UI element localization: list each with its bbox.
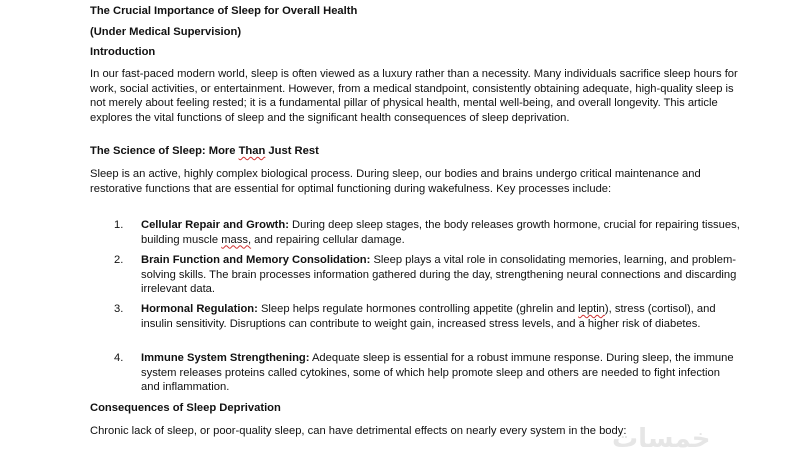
list-item-text: Adequate sleep is essential for a robust immune response. During sleep, the immune system releases proteins called cytokines, some of which help promote sleep and others are needed to fight infection and inflammation.	[141, 352, 734, 394]
list-item-label: Immune System Strengthening:	[141, 352, 310, 364]
science-heading-flagged-word: Than	[238, 145, 266, 157]
list-item-number: 2.	[114, 254, 124, 266]
list-item-label: Hormonal Regulation:	[141, 303, 258, 315]
list-item-label: Cellular Repair and Growth:	[141, 219, 289, 231]
list-item-body	[141, 351, 741, 395]
list-item-number: 3.	[114, 303, 124, 315]
list-item-text: During deep sleep stages, the body releases growth hormone, crucial for repairing tissues, building muscle	[141, 219, 740, 246]
list-item-body	[141, 253, 741, 297]
list-item-text: and repairing cellular damage.	[251, 233, 405, 246]
document-title: The Crucial Importance of Sleep for Overall Health	[90, 5, 358, 17]
list-item-number: 1.	[114, 219, 124, 231]
science-heading-part: The Science of Sleep: More	[90, 145, 239, 157]
intro-paragraph: In our fast-paced modern world, sleep is often viewed as a luxury rather than a necessity. Many individuals sacrifice sleep hours for work, social activities, or entertainment. However, from a medical standpoint, consistently obtaining adequate, high-quality sleep is not merely about feeling rested; it is a fundamental pillar of physical health, mental well-being, and overall longevity. This article explores the vital functions of sleep and the significant health consequences of sleep deprivation.	[90, 68, 738, 124]
list-item-flagged-word: mass,	[221, 233, 252, 246]
list-item-flagged-word: leptin	[578, 303, 605, 315]
list-item-text: ), stress (cortisol), and insulin sensitivity. Disruptions can contribute to weight gain, increased stress levels, and a higher risk of diabetes.	[141, 303, 716, 330]
list-item-body	[141, 302, 741, 331]
watermark-logo: خمسات	[612, 424, 711, 454]
science-paragraph: Sleep is an active, highly complex biological process. During sleep, our bodies and brains undergo critical maintenance and restorative functions that are essential for optimal functioning during wakefulness. Key processes include:	[90, 168, 701, 195]
list-item-body	[141, 218, 741, 247]
consequences-paragraph: Chronic lack of sleep, or poor-quality sleep, can have detrimental effects on nearly every system in the body:	[90, 425, 627, 437]
intro-heading: Introduction	[90, 46, 156, 58]
list-item-text: Sleep plays a vital role in consolidating memories, learning, and problem-solving skills. The brain processes information gathered during the day, strengthening neural connections and discarding irrelevant data.	[141, 254, 737, 296]
document-page	[90, 0, 740, 460]
document-subtitle: (Under Medical Supervision)	[90, 26, 242, 38]
list-item-label: Brain Function and Memory Consolidation:	[141, 254, 371, 266]
science-heading-part: Just Rest	[265, 145, 319, 157]
list-item-number: 4.	[114, 352, 124, 364]
science-heading	[90, 144, 319, 159]
consequences-heading: Consequences of Sleep Deprivation	[90, 402, 281, 414]
list-item-text: Sleep helps regulate hormones controlling appetite (ghrelin and	[257, 303, 579, 315]
